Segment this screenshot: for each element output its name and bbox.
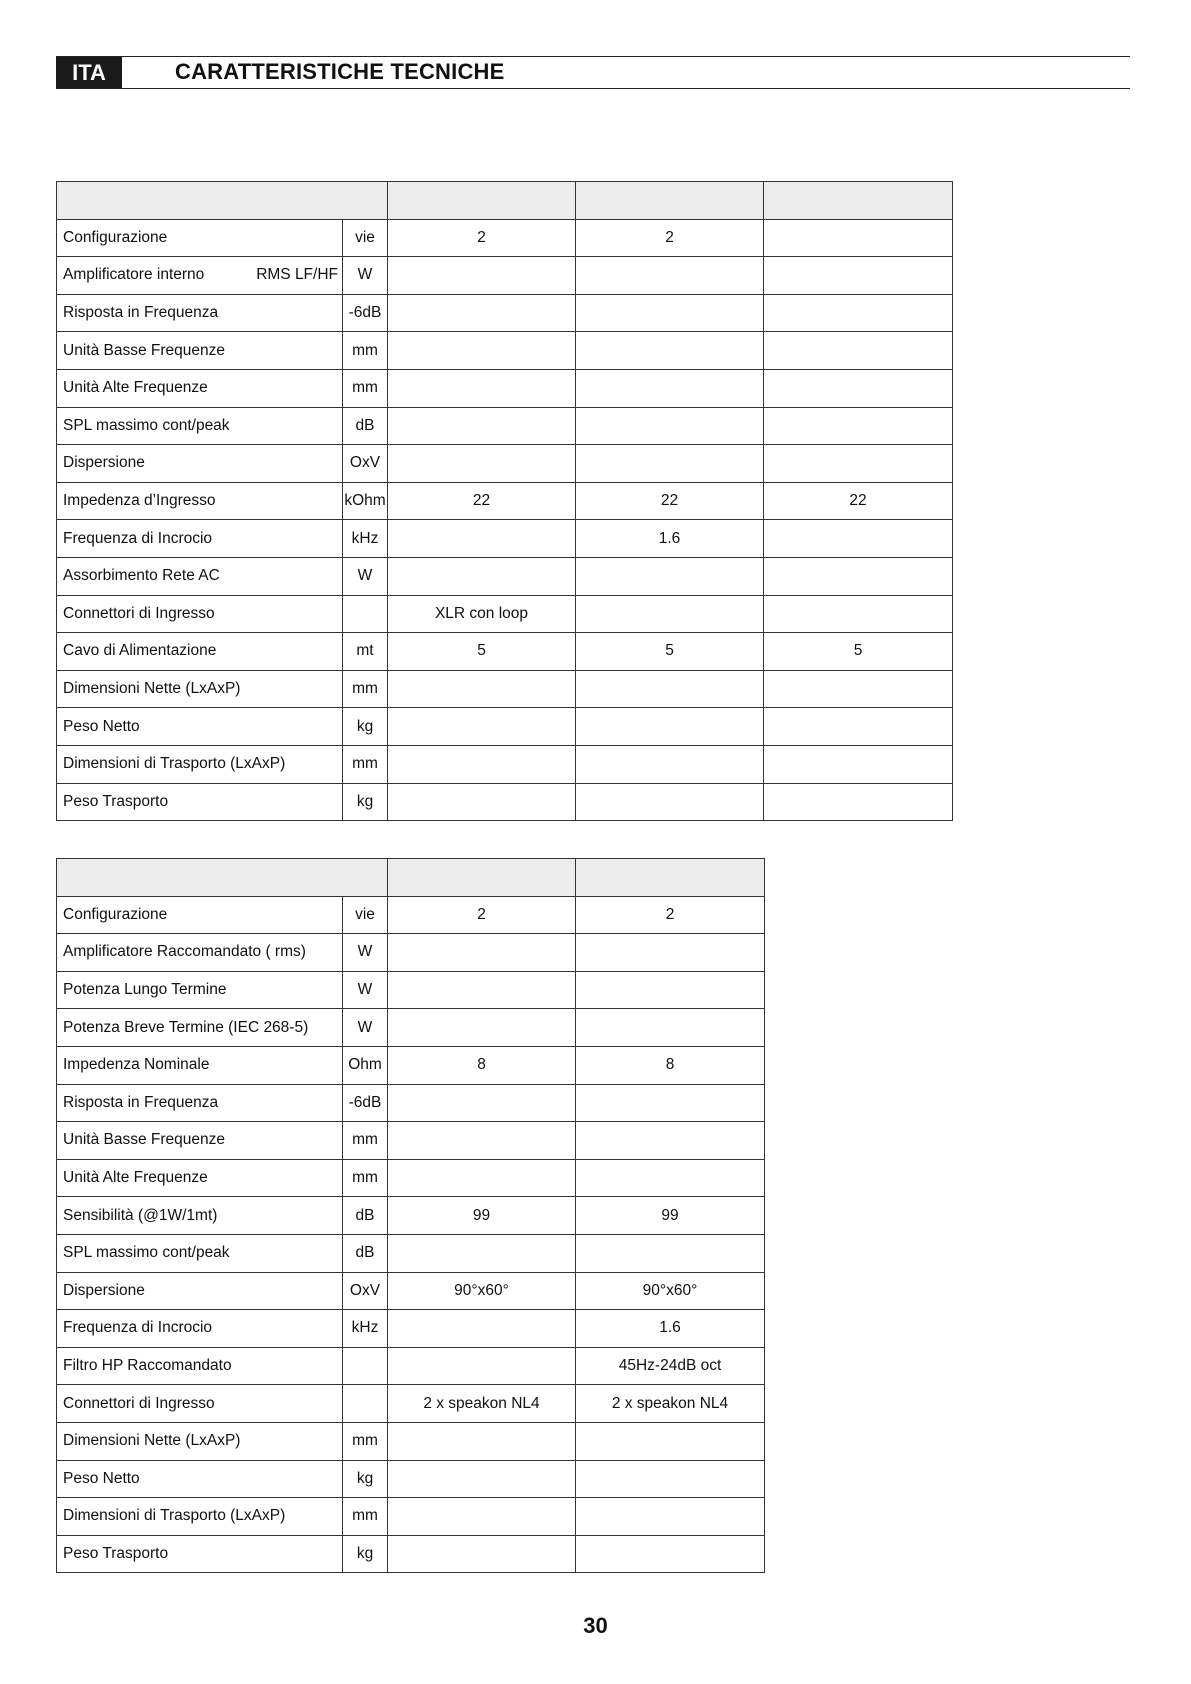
spec-label: Unità Alte Frequenze (63, 379, 208, 397)
spec-unit (343, 1385, 388, 1423)
spec-value (576, 971, 765, 1009)
spec-label: Dimensioni Nette (LxAxP) (63, 1432, 241, 1450)
table-row (57, 1385, 765, 1423)
spec-label-cell (57, 595, 343, 633)
spec-value (764, 445, 953, 483)
spec-unit: dB (343, 1234, 388, 1272)
spec-label-cell (57, 670, 343, 708)
spec-label: Dimensioni di Trasporto (LxAxP) (63, 755, 286, 773)
spec-label: Cavo di Alimentazione (63, 642, 217, 660)
table-row (57, 557, 953, 595)
spec-value: 22 (388, 482, 576, 520)
table-row (57, 745, 953, 783)
spec-unit: mm (343, 369, 388, 407)
spec-value: 2 x speakon NL4 (576, 1385, 765, 1423)
spec-label-cell (57, 1234, 343, 1272)
spec-unit: kOhm (343, 482, 388, 520)
table-row (57, 1498, 765, 1536)
spec-value (388, 1310, 576, 1348)
spec-value (576, 1498, 765, 1536)
spec-value (388, 1122, 576, 1160)
table-row (57, 407, 953, 445)
spec-value (388, 332, 576, 370)
spec-value: 2 (388, 896, 576, 934)
table-row (57, 670, 953, 708)
spec-value (388, 1159, 576, 1197)
spec-value (576, 1009, 765, 1047)
spec-label: Filtro HP Raccomandato (63, 1357, 232, 1375)
spec-label: Connettori di Ingresso (63, 604, 215, 622)
spec-value: 8 (576, 1046, 765, 1084)
table-row (57, 783, 953, 821)
spec-value (388, 445, 576, 483)
spec-value: 2 x speakon NL4 (388, 1385, 576, 1423)
spec-label-cell (57, 934, 343, 972)
spec-value (388, 520, 576, 558)
spec-unit: mm (343, 1122, 388, 1160)
spec-value (576, 369, 764, 407)
table-row (57, 971, 765, 1009)
spec-value (576, 1234, 765, 1272)
spec-sublabel: RMS LF/HF (256, 266, 338, 284)
spec-value (764, 783, 953, 821)
spec-label-cell (57, 1385, 343, 1423)
spec-label: Assorbimento Rete AC (63, 567, 220, 585)
spec-label-cell (57, 745, 343, 783)
table-row (57, 1046, 765, 1084)
table-row (57, 934, 765, 972)
spec-value (764, 708, 953, 746)
spec-unit: kg (343, 1460, 388, 1498)
table-row (57, 482, 953, 520)
spec-value (576, 294, 764, 332)
spec-value (388, 557, 576, 595)
spec-label-cell (57, 708, 343, 746)
spec-label-cell (57, 1009, 343, 1047)
table-row (57, 1084, 765, 1122)
spec-value: 99 (388, 1197, 576, 1235)
spec-unit: kg (343, 708, 388, 746)
spec-label: SPL massimo cont/peak (63, 416, 230, 434)
spec-value (576, 332, 764, 370)
spec-value (576, 1084, 765, 1122)
spec-label-cell (57, 219, 343, 257)
spec-value (764, 369, 953, 407)
spec-value (764, 595, 953, 633)
spec-value (576, 557, 764, 595)
spec-table-passive (56, 858, 765, 1573)
spec-value: 2 (576, 896, 765, 934)
spec-value (388, 708, 576, 746)
spec-label-cell (57, 482, 343, 520)
page-title: CARATTERISTICHE TECNICHE (175, 59, 505, 84)
spec-table-active (56, 181, 953, 821)
spec-value (388, 934, 576, 972)
spec-label-cell (57, 445, 343, 483)
spec-value (576, 708, 764, 746)
spec-unit: -6dB (343, 1084, 388, 1122)
spec-value (764, 670, 953, 708)
spec-value (764, 219, 953, 257)
page-number: 30 (583, 1613, 608, 1638)
spec-label-cell (57, 1084, 343, 1122)
table-row (57, 1422, 765, 1460)
spec-value (764, 257, 953, 295)
table-row (57, 1122, 765, 1160)
table-header-row (57, 859, 765, 897)
spec-value: 5 (576, 633, 764, 671)
spec-value (764, 407, 953, 445)
spec-value: 22 (576, 482, 764, 520)
spec-label-cell (57, 1310, 343, 1348)
spec-value (388, 257, 576, 295)
spec-label-cell (57, 257, 343, 295)
spec-value: 2 (388, 219, 576, 257)
spec-value (388, 670, 576, 708)
spec-value (576, 445, 764, 483)
spec-value (764, 332, 953, 370)
spec-value: 2 (576, 219, 764, 257)
spec-label-cell (57, 1460, 343, 1498)
header-cell-model (576, 182, 764, 220)
spec-unit: W (343, 971, 388, 1009)
spec-label: Impedenza d’Ingresso (63, 492, 216, 510)
spec-unit: kg (343, 783, 388, 821)
spec-value (388, 1009, 576, 1047)
spec-label: SPL massimo cont/peak (63, 1244, 230, 1262)
spec-value (576, 1422, 765, 1460)
spec-value (388, 1498, 576, 1536)
spec-label: Peso Trasporto (63, 1544, 169, 1562)
table-row (57, 1272, 765, 1310)
spec-label-cell (57, 1122, 343, 1160)
spec-value: 1.6 (576, 520, 764, 558)
spec-label: Amplificatore Raccomandato ( rms) (63, 943, 306, 961)
spec-label: Connettori di Ingresso (63, 1394, 215, 1412)
spec-label-cell (57, 1422, 343, 1460)
table-row (57, 633, 953, 671)
spec-value (576, 670, 764, 708)
spec-value (576, 934, 765, 972)
spec-label: Sensibilità (@1W/1mt) (63, 1206, 218, 1224)
spec-label: Dimensioni Nette (LxAxP) (63, 680, 241, 698)
spec-label: Unità Alte Frequenze (63, 1169, 208, 1187)
spec-unit: OxV (343, 445, 388, 483)
table-row (57, 294, 953, 332)
spec-label-cell (57, 407, 343, 445)
spec-label: Amplificatore interno (63, 266, 205, 284)
spec-value: XLR con loop (388, 595, 576, 633)
header-cell-model (576, 859, 765, 897)
spec-value (576, 595, 764, 633)
spec-value (576, 783, 764, 821)
spec-label: Peso Trasporto (63, 792, 169, 810)
spec-unit (343, 1347, 388, 1385)
spec-value (388, 1535, 576, 1573)
table-row (57, 595, 953, 633)
header-cell-model (388, 182, 576, 220)
table-row (57, 332, 953, 370)
spec-value: 8 (388, 1046, 576, 1084)
table-row (57, 1535, 765, 1573)
spec-value (388, 745, 576, 783)
header-cell-label (57, 859, 388, 897)
spec-label-cell (57, 1197, 343, 1235)
spec-label-cell (57, 1046, 343, 1084)
spec-label-cell (57, 1347, 343, 1385)
header-cell-model (764, 182, 953, 220)
spec-label-cell (57, 520, 343, 558)
table-row (57, 445, 953, 483)
spec-unit: W (343, 934, 388, 972)
spec-label: Potenza Lungo Termine (63, 981, 227, 999)
table-row (57, 896, 765, 934)
spec-value (576, 1122, 765, 1160)
spec-value: 1.6 (576, 1310, 765, 1348)
table-row (57, 1234, 765, 1272)
spec-unit: mm (343, 332, 388, 370)
spec-unit: W (343, 257, 388, 295)
spec-value: 5 (764, 633, 953, 671)
spec-unit: dB (343, 407, 388, 445)
spec-label: Configurazione (63, 228, 168, 246)
spec-unit: W (343, 557, 388, 595)
spec-unit: vie (343, 219, 388, 257)
spec-unit: W (343, 1009, 388, 1047)
spec-label-cell (57, 896, 343, 934)
spec-value (388, 1422, 576, 1460)
spec-label-cell (57, 971, 343, 1009)
spec-unit: vie (343, 896, 388, 934)
spec-unit: mt (343, 633, 388, 671)
spec-unit: Ohm (343, 1046, 388, 1084)
spec-label: Unità Basse Frequenze (63, 341, 225, 359)
spec-label-cell (57, 557, 343, 595)
spec-label-cell (57, 1498, 343, 1536)
spec-value (388, 369, 576, 407)
spec-value: 90°x60° (388, 1272, 576, 1310)
spec-value (576, 407, 764, 445)
spec-value (576, 257, 764, 295)
spec-label: Unità Basse Frequenze (63, 1131, 225, 1149)
spec-label-cell (57, 1159, 343, 1197)
spec-value (576, 1159, 765, 1197)
spec-value (576, 1535, 765, 1573)
spec-unit: mm (343, 1159, 388, 1197)
spec-label: Frequenza di Incrocio (63, 529, 213, 547)
spec-label-cell (57, 1535, 343, 1573)
spec-value (764, 520, 953, 558)
table-row (57, 1009, 765, 1047)
spec-value (764, 745, 953, 783)
spec-unit: OxV (343, 1272, 388, 1310)
table-row (57, 219, 953, 257)
spec-unit: mm (343, 1498, 388, 1536)
table-row (57, 1347, 765, 1385)
spec-unit: kHz (343, 520, 388, 558)
spec-label: Risposta in Frequenza (63, 1093, 219, 1111)
spec-label-cell (57, 633, 343, 671)
spec-label-cell (57, 294, 343, 332)
table-row (57, 1460, 765, 1498)
spec-label-cell (57, 369, 343, 407)
spec-label: Configurazione (63, 905, 168, 923)
spec-value (576, 1460, 765, 1498)
spec-label-cell (57, 1272, 343, 1310)
table-row (57, 369, 953, 407)
spec-label: Impedenza Nominale (63, 1056, 210, 1074)
language-badge: ITA (56, 57, 122, 88)
spec-unit (343, 595, 388, 633)
table-row (57, 257, 953, 295)
table-header-row (57, 182, 953, 220)
spec-value (576, 745, 764, 783)
spec-unit: mm (343, 1422, 388, 1460)
spec-value (388, 783, 576, 821)
spec-label: Dispersione (63, 454, 145, 472)
spec-label: Peso Netto (63, 1469, 140, 1487)
header-cell-model (388, 859, 576, 897)
header-rule-top (56, 56, 1130, 57)
spec-unit: kg (343, 1535, 388, 1573)
spec-label: Dispersione (63, 1281, 145, 1299)
spec-value: 45Hz-24dB oct (576, 1347, 765, 1385)
spec-value (388, 1084, 576, 1122)
spec-value (388, 294, 576, 332)
spec-value: 22 (764, 482, 953, 520)
spec-value: 90°x60° (576, 1272, 765, 1310)
header-cell-label (57, 182, 388, 220)
spec-label-cell (57, 332, 343, 370)
table-row (57, 520, 953, 558)
table-row (57, 1197, 765, 1235)
table-row (57, 1159, 765, 1197)
spec-value (388, 1347, 576, 1385)
spec-unit: mm (343, 745, 388, 783)
spec-label: Potenza Breve Termine (IEC 268-5) (63, 1018, 309, 1036)
spec-value (388, 1234, 576, 1272)
table-row (57, 708, 953, 746)
spec-unit: kHz (343, 1310, 388, 1348)
spec-value: 99 (576, 1197, 765, 1235)
spec-value (764, 557, 953, 595)
spec-label: Risposta in Frequenza (63, 304, 219, 322)
spec-value (764, 294, 953, 332)
spec-value (388, 971, 576, 1009)
spec-unit: -6dB (343, 294, 388, 332)
header-rule-bottom (56, 88, 1130, 89)
table-row (57, 1310, 765, 1348)
spec-value: 5 (388, 633, 576, 671)
spec-unit: dB (343, 1197, 388, 1235)
spec-value (388, 407, 576, 445)
spec-unit: mm (343, 670, 388, 708)
spec-value (388, 1460, 576, 1498)
spec-label-cell (57, 783, 343, 821)
spec-label: Dimensioni di Trasporto (LxAxP) (63, 1507, 286, 1525)
spec-label: Frequenza di Incrocio (63, 1319, 213, 1337)
spec-label: Peso Netto (63, 717, 140, 735)
